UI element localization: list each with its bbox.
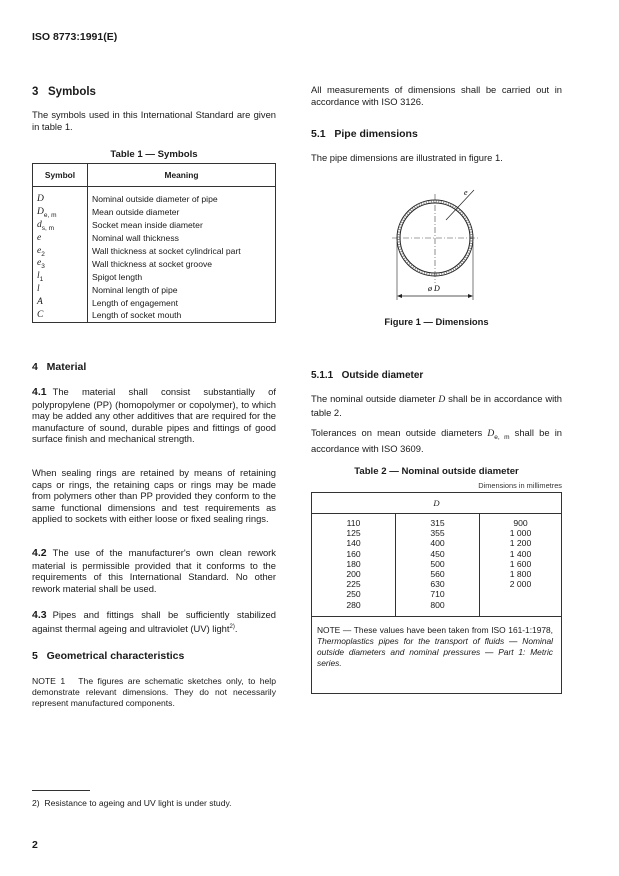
symbol-cell [33, 245, 88, 258]
symbol-base: l [37, 284, 40, 295]
symbol-base: D [487, 429, 495, 439]
pipe-cross-section-figure [380, 180, 505, 305]
section-number: 4 [32, 361, 38, 373]
symbol-subscript: 3 [41, 263, 45, 271]
tolerances-text [311, 427, 562, 455]
symbol-subscript: 1 [39, 276, 44, 284]
table-2-column-3: 900 1 000 1 200 1 400 1 600 1 800 2 000 [509, 518, 532, 590]
symbol-base: e [37, 232, 42, 243]
table-row [33, 206, 276, 219]
table-row [33, 283, 276, 296]
table-2-column-2: 315 355 400 450 500 560 630 710 800 [396, 514, 480, 617]
section-5-1-text: The pipe dimensions are illustrated in figure 1. [311, 152, 503, 163]
symbol-base: l [37, 271, 40, 282]
section-title: Outside diameter [341, 370, 424, 381]
section-number: 5.1.1 [311, 370, 334, 381]
table-row [33, 270, 276, 283]
document-header: ISO 8773:1991(E) [32, 31, 118, 43]
table-row [33, 257, 276, 270]
table-2-title: Table 2 — Nominal outside diameter [354, 466, 519, 477]
section-5-1-1-heading [311, 370, 423, 381]
text: Tolerances on mean outside diameters [311, 427, 488, 438]
meaning-cell: Mean outside diameter [92, 207, 180, 218]
note-1: NOTE 1 The figures are schematic sketches only, to help demonstrate relevant dimensions. They do not necessarily represent manufactured components. [32, 676, 279, 708]
measurements-text: All measurements of dimensions shall be carried out in accordance with ISO 3126. [311, 84, 562, 107]
clause-text: The material shall consist substantially of polypropylene (PP) (homopolymer or copolymer), to which may be added any other additives that are required for the manufacture of sound, durable pipes and fittings of good surface finish and mechanical strength. [32, 386, 276, 445]
symbol-cell [33, 232, 88, 245]
text: The nominal outside diameter [311, 393, 439, 404]
table-row [33, 245, 276, 258]
footnote: 2) Resistance to ageing and UV light is under study. [32, 798, 232, 808]
label-e: e [464, 188, 468, 197]
symbol-cell [33, 283, 88, 296]
clause-number: 4.1 [32, 386, 47, 398]
table-2-header: D [312, 493, 562, 514]
symbol [487, 429, 509, 439]
section-5-heading [32, 650, 184, 662]
table-row [33, 309, 276, 322]
meaning-cell: Length of socket mouth [92, 310, 182, 321]
footnote-divider [32, 790, 90, 791]
section-3-heading [32, 86, 96, 98]
meaning-cell: Nominal outside diameter of pipe [92, 194, 218, 205]
symbol-base: e [37, 245, 42, 256]
symbol-cell [33, 206, 88, 219]
table-row [33, 232, 276, 245]
table-2-units: Dimensions in millimetres [478, 481, 562, 490]
note-text: NOTE — These values have been taken from ISO 161-1:1978, [317, 624, 553, 635]
symbol-cell [33, 219, 88, 232]
section-3-text: The symbols used in this International Standard are given in table 1. [32, 109, 276, 132]
section-title: Material [46, 361, 87, 373]
meaning-cell: Nominal length of pipe [92, 284, 178, 295]
clause-4-3: 4.3 Pipes and fittings shall be sufficiently stabilized against thermal ageing and ultraviolet (UV) light$^{2)}$. [32, 609, 276, 634]
symbol-subscript: 2 [41, 250, 45, 258]
symbol-cell [33, 187, 88, 206]
clause-4-2 [32, 547, 276, 594]
table-2-note [312, 616, 562, 693]
clause-4-1 [32, 386, 276, 445]
symbol-cell [33, 270, 88, 283]
symbol-base: d [37, 219, 42, 230]
table-1-symbols [32, 163, 276, 323]
thickness-leader [446, 190, 474, 220]
text: shall be in accordance with table 2. [311, 393, 562, 418]
meaning-cell: Spigot length [92, 271, 143, 282]
symbol-base: C [37, 310, 44, 321]
figure-1-caption: Figure 1 — Dimensions [384, 316, 489, 327]
section-4-heading [32, 361, 86, 373]
symbol-cell [33, 257, 88, 270]
label-diameter: ø D [428, 284, 440, 293]
meaning-cell: Wall thickness at socket cylindrical part [92, 246, 241, 256]
table-1-title: Table 1 — Symbols [110, 149, 198, 160]
section-title: Pipe dimensions [334, 128, 418, 140]
section-title: Symbols [48, 86, 96, 98]
meaning-cell: Length of engagement [92, 297, 179, 308]
clause-text: Pipes and fittings shall be sufficiently stabilized against thermal ageing and ultraviolet (UV) light [32, 609, 276, 634]
symbol-cell [33, 309, 88, 322]
meaning-cell: Wall thickness at socket groove [92, 258, 213, 269]
symbol-base: D [37, 206, 44, 217]
symbol: D [438, 395, 446, 405]
symbol-subscript: e, m [43, 211, 57, 219]
symbol-cell [33, 296, 88, 309]
section-5-1-heading [311, 128, 418, 140]
text: shall be in accordance with ISO 3609. [311, 427, 562, 455]
symbol-base: D [37, 194, 44, 204]
symbol-base: e [37, 258, 42, 269]
clause-number: 4.2 [32, 547, 47, 559]
clause-text: The use of the manufacturer's own clean rework material is permissible provided that it conforms to the requirements of this International Standard. No other rework material shall be used. [32, 547, 276, 594]
clause-4-1-para-2: When sealing rings are retained by means of retaining caps or rings, the retaining caps or rings may be made from polymers other than PP provided they conform to the same functional dimensions and test requirements as applied to sockets with either loose or fixed sealing rings. [32, 467, 276, 525]
page-number: 2 [32, 839, 38, 851]
section-number: 5.1 [311, 128, 326, 140]
symbol-subscript: e, m [494, 433, 510, 441]
table-2-nominal-outside-diameter [311, 492, 562, 694]
section-title: Geometrical characteristics [46, 650, 185, 662]
symbol-subscript: s, m [41, 224, 55, 232]
col-header-meaning: Meaning [88, 164, 276, 187]
table-row [33, 296, 276, 309]
footnote-ref[interactable]: 2) [229, 623, 235, 630]
symbol-base: A [37, 297, 43, 308]
table-row [33, 219, 276, 232]
section-number: 5 [32, 650, 38, 662]
outside-diameter-text [311, 393, 562, 418]
meaning-cell: Socket mean inside diameter [92, 220, 203, 231]
table-row [33, 187, 276, 206]
meaning-cell: Nominal wall thickness [92, 233, 179, 244]
note-reference-title: Thermoplastics pipes for the transport of fluids — Nominal outside diameters and nominal pressures — Part 1: Metric series. [317, 635, 553, 668]
col-header-symbol: Symbol [33, 164, 88, 187]
section-number: 3 [32, 86, 39, 98]
table-2-column-1: 110 125 140 160 180 200 225 250 280 [312, 514, 396, 617]
clause-number: 4.3 [32, 609, 47, 621]
